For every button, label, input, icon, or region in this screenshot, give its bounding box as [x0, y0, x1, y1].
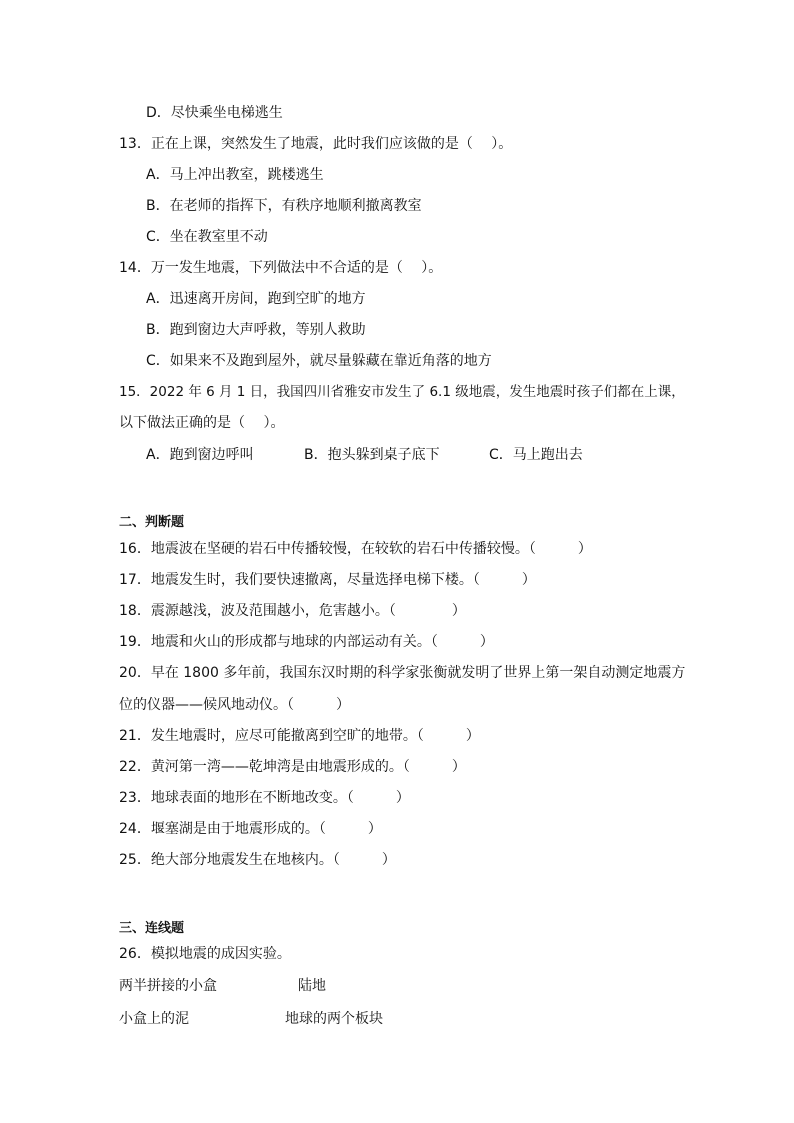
question-14-option-b: B．跑到窗边大声呼救，等别人救助 — [146, 322, 366, 338]
section-3-title: 三、连线题 — [119, 921, 185, 936]
question-13-option-c: C．坐在教室里不动 — [146, 229, 268, 245]
question-15-stem-line1: 15．2022 年 6 月 1 日，我国四川省雅安市发生了 6.1 级地震，发生地震时孩子们都在上课， — [119, 384, 685, 400]
question-21: 21．发生地震时，应尽可能撤离到空旷的地带。（ ） — [119, 728, 480, 744]
question-22: 22．黄河第一湾——乾坤湾是由地震形成的。（ ） — [119, 759, 466, 775]
question-15-option-b: B．抱头躲到桌子底下 — [304, 447, 440, 463]
question-18: 18．震源越浅，波及范围越小，危害越小。（ ） — [119, 603, 466, 619]
question-13-option-b: B．在老师的指挥下，有秩序地顺利撤离教室 — [146, 198, 422, 214]
question-25: 25．绝大部分地震发生在地核内。（ ） — [119, 852, 396, 868]
matching-left-item-2: 小盒上的泥 — [119, 1011, 189, 1027]
section-2-title: 二、判断题 — [119, 515, 185, 530]
question-16: 16．地震波在坚硬的岩石中传播较慢，在较软的岩石中传播较慢。（ ） — [119, 541, 592, 557]
question-19: 19．地震和火山的形成都与地球的内部运动有关。（ ） — [119, 634, 494, 650]
question-14-stem: 14．万一发生地震，下列做法中不合适的是（ ）。 — [119, 260, 443, 276]
question-26-stem: 26．模拟地震的成因实验。 — [119, 946, 291, 962]
matching-right-item-1: 陆地 — [298, 978, 326, 994]
question-15-option-c: C．马上跑出去 — [489, 447, 583, 463]
question-17: 17．地震发生时，我们要快速撤离，尽量选择电梯下楼。（ ） — [119, 572, 536, 588]
question-13-stem: 13．正在上课，突然发生了地震，此时我们应该做的是（ ）。 — [119, 136, 513, 152]
question-14-option-c: C．如果来不及跑到屋外，就尽量躲藏在靠近角落的地方 — [146, 353, 492, 369]
question-20-line1: 20．早在 1800 多年前，我国东汉时期的科学家张衡就发明了世界上第一架自动测定地震方 — [119, 665, 686, 681]
matching-right-item-2: 地球的两个板块 — [285, 1011, 383, 1027]
question-14-option-a: A．迅速离开房间，跑到空旷的地方 — [146, 291, 366, 307]
question-15-stem-line2: 以下做法正确的是（ ）。 — [119, 415, 285, 431]
question-23: 23．地球表面的地形在不断地改变。（ ） — [119, 790, 410, 806]
question-15-options — [146, 446, 646, 464]
question-12-option-d: D．尽快乘坐电梯逃生 — [146, 105, 283, 121]
question-24: 24．堰塞湖是由于地震形成的。（ ） — [119, 821, 382, 837]
question-15-option-a: A．跑到窗边呼叫 — [146, 447, 254, 463]
question-20-line2: 位的仪器——候风地动仪。（ ） — [119, 697, 350, 713]
question-13-option-a: A．马上冲出教室，跳楼逃生 — [146, 167, 324, 183]
matching-left-item-1: 两半拼接的小盒 — [119, 978, 217, 994]
